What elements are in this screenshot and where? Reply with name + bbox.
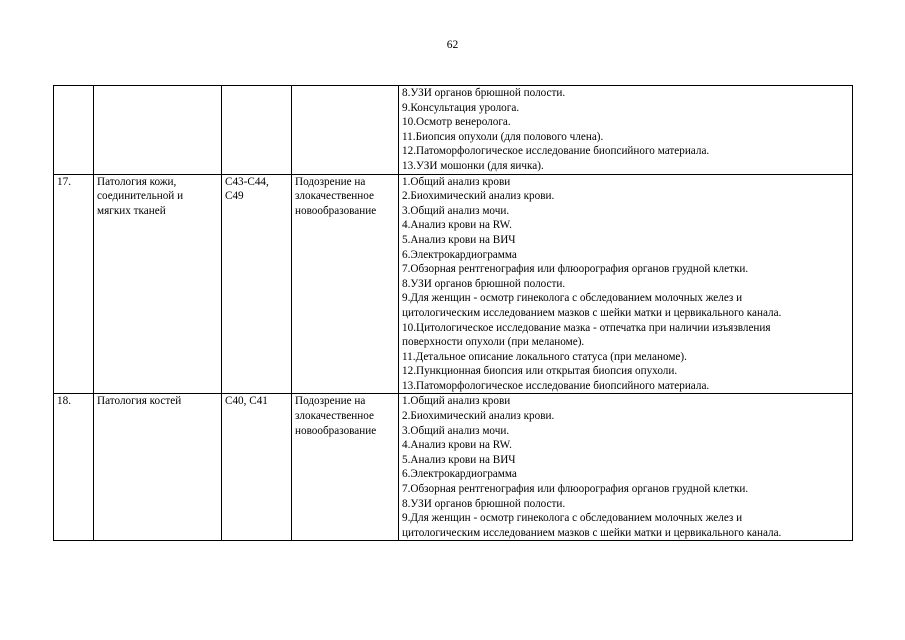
exam-item: 2.Биохимический анализ крови. [402,410,555,423]
pathology-line: Патология костей [97,395,182,408]
pathology-cell [94,86,222,175]
pathology-line: Патология кожи, [97,175,177,188]
reason-cell [292,174,399,394]
exam-item: 3.Общий анализ мочи. [402,424,510,437]
reason-line: новообразование [295,424,377,437]
exam-item: 4.Анализ крови на RW. [402,219,512,232]
pathology-cell [94,394,222,541]
exam-item: 4.Анализ крови на RW. [402,439,512,452]
reason-line: злокачественное [295,410,374,423]
exam-item: 8.УЗИ органов брюшной полости. [402,277,566,290]
exam-item: цитологическим исследованием мазков с шейки матки и цервикального канала. [402,526,782,539]
exam-item: 6.Электрокардиограмма [402,468,517,481]
reason-cell [292,86,399,175]
pathology-line: мягких тканей [97,204,166,217]
reason-line: Подозрение на [295,175,366,188]
reason-line: Подозрение на [295,395,366,408]
exam-item: 5.Анализ крови на ВИЧ [402,233,516,246]
table-row [54,86,853,175]
exam-item: 3.Общий анализ мочи. [402,204,510,217]
exam-item: поверхности опухоли (при меланоме). [402,336,585,349]
reason-cell [292,394,399,541]
row-number-cell: 18. [54,394,94,541]
exam-item: 10.Цитологическое исследование мазка - отпечатка при наличии изъязвления [402,321,771,334]
exam-item: 1.Общий анализ крови [402,395,511,408]
row-number-cell: 17. [54,174,94,394]
icd-code-line: C40, C41 [225,395,268,408]
reason-line: злокачественное [295,190,374,203]
table-body [54,86,853,541]
exam-item: 7.Обзорная рентгенография или флюорография органов грудной клетки. [402,263,749,276]
icd-codes-cell [222,394,292,541]
exam-item: 13.Патоморфологическое исследование биопсийного материала. [402,379,710,392]
exam-item: 12.Пункционная биопсия или открытая биопсия опухоли. [402,365,678,378]
icd-codes-cell [222,174,292,394]
exam-item: 9.Для женщин - осмотр гинеколога с обследованием молочных желез и [402,512,743,525]
exam-item: 9.Консультация уролога. [402,101,520,114]
row-number-cell [54,86,94,175]
exam-item: 13.УЗИ мошонки (для яичка). [402,159,544,172]
exam-item: цитологическим исследованием мазков с шейки матки и цервикального канала. [402,306,782,319]
exam-item: 11.Детальное описание локального статуса (при меланоме). [402,350,687,363]
icd-code-line: C49 [225,190,244,203]
icd-code-line: C43-C44, [225,175,269,188]
pathology-line: соединительной и [97,190,184,203]
pathology-cell [94,174,222,394]
examination-table [53,85,853,541]
examinations-cell [399,86,853,175]
exam-item: 8.УЗИ органов брюшной полости. [402,87,566,99]
examinations-cell [399,174,853,394]
exam-item: 2.Биохимический анализ крови. [402,190,555,203]
exam-item: 12.Патоморфологическое исследование биопсийного материала. [402,145,710,158]
exam-item: 6.Электрокардиограмма [402,248,517,261]
reason-line: новообразование [295,204,377,217]
exam-item: 9.Для женщин - осмотр гинеколога с обследованием молочных желез и [402,292,743,305]
exam-item: 10.Осмотр венеролога. [402,116,511,129]
exam-item: 5.Анализ крови на ВИЧ [402,453,516,466]
table-row [54,174,853,394]
exam-item: 8.УЗИ органов брюшной полости. [402,497,566,510]
examinations-cell [399,394,853,541]
table-row [54,394,853,541]
exam-item: 1.Общий анализ крови [402,175,511,188]
page-number: 62 [446,39,459,51]
icd-codes-cell [222,86,292,175]
exam-item: 11.Биопсия опухоли (для полового члена). [402,130,604,143]
exam-item: 7.Обзорная рентгенография или флюорография органов грудной клетки. [402,483,749,496]
